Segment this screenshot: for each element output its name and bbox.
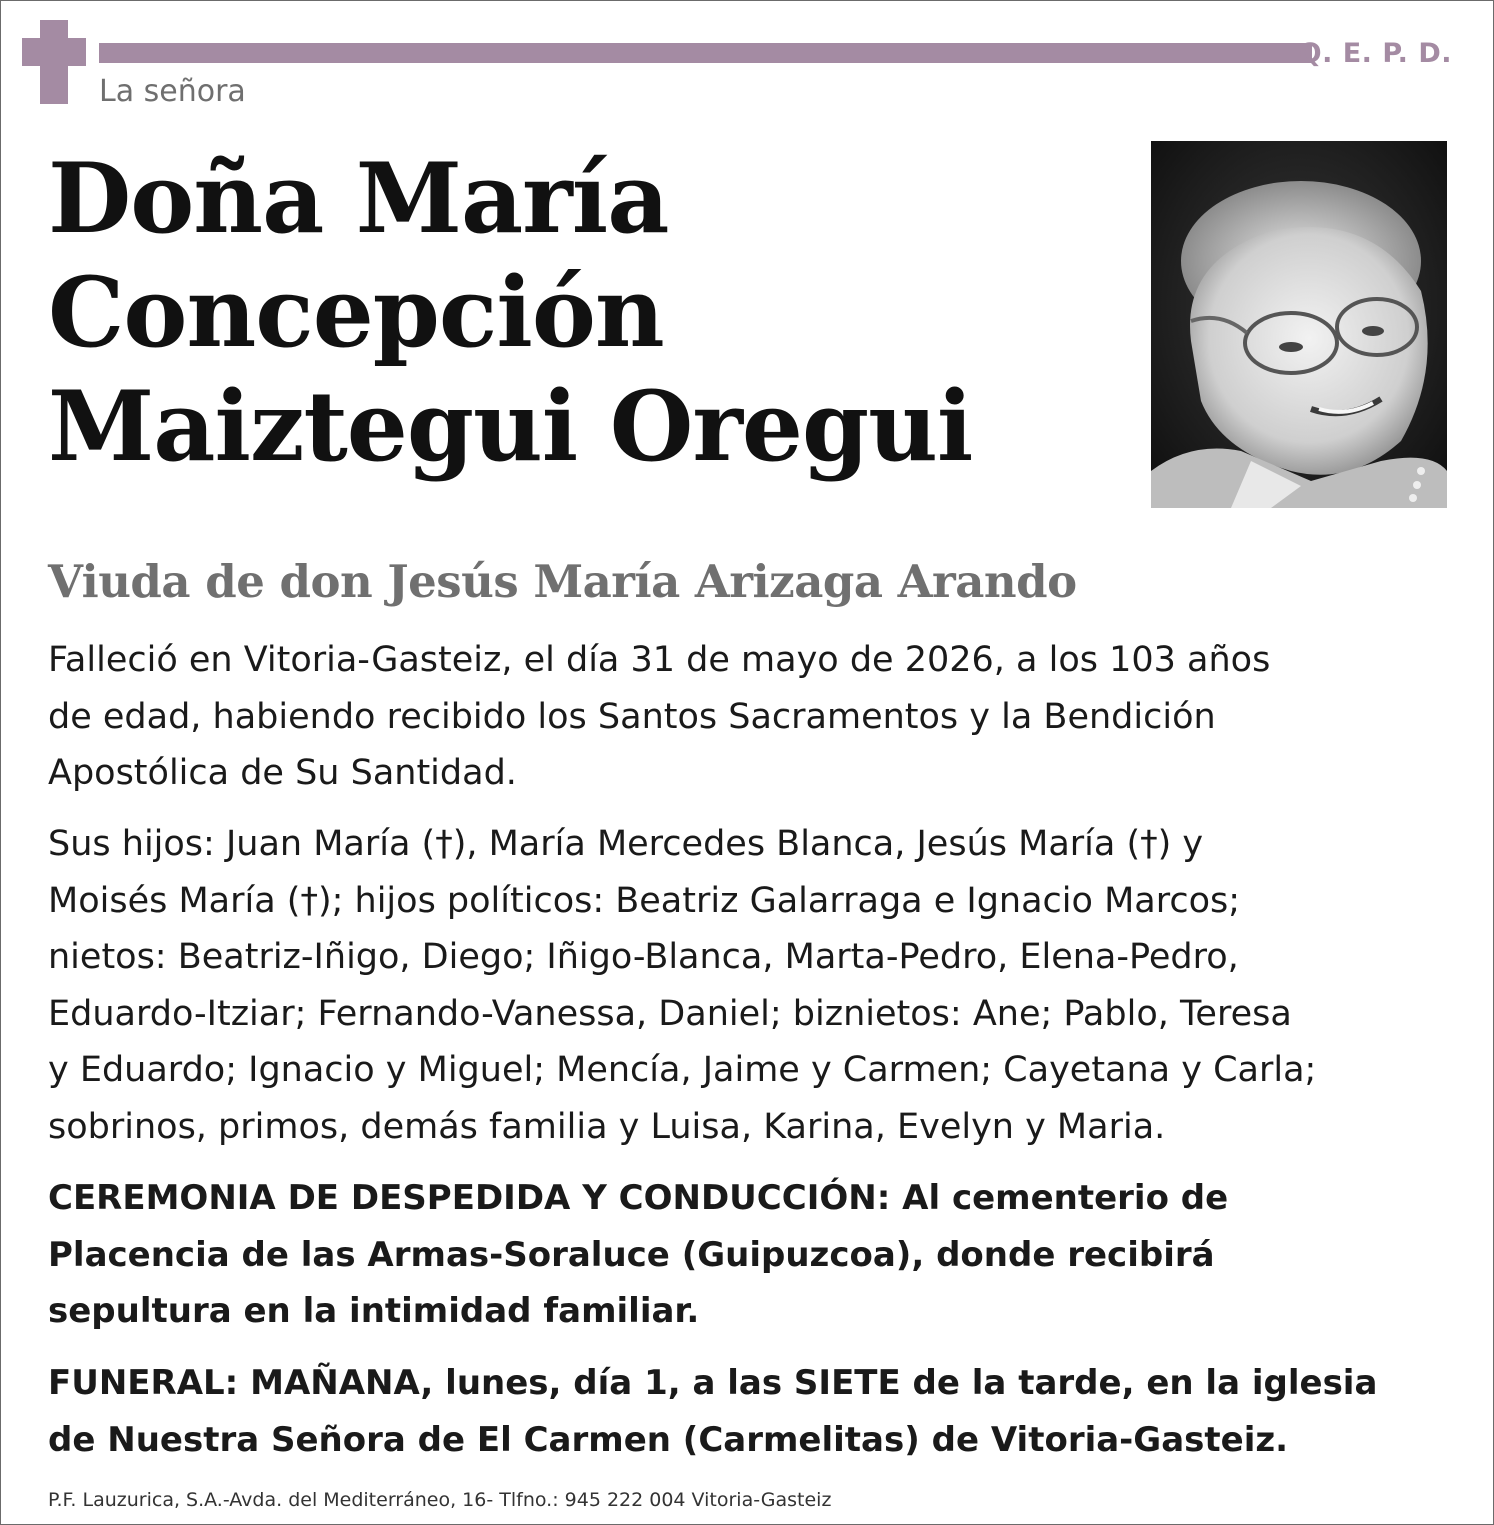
cross-icon-bar <box>22 38 86 66</box>
text-line: Eduardo-Itziar; Fernando-Vanessa, Daniel; biznietos: Ane; Pablo, Teresa <box>48 993 1292 1034</box>
text-line: Moisés María (†); hijos políticos: Beatriz Galarraga e Ignacio Marcos; <box>48 880 1241 921</box>
name-line: Concepción <box>48 256 664 369</box>
text-line: Falleció en Vitoria-Gasteiz, el día 31 de mayo de 2026, a los 103 años <box>48 640 1271 680</box>
death-paragraph <box>48 632 1448 802</box>
text-line: Placencia de las Armas-Soraluce (Guipuzcoa), donde recibirá <box>48 1234 1215 1275</box>
text-line: sepultura en la intimidad familiar. <box>48 1291 700 1331</box>
text-line: sobrinos, primos, demás familia y Luisa, Karina, Evelyn y Maria. <box>48 1106 1166 1147</box>
header-rule <box>99 43 1312 63</box>
funeral-home-footer: P.F. Lauzurica, S.A.-Avda. del Mediterráneo, 16- Tlfno.: 945 222 004 Vitoria-Gasteiz <box>48 1489 832 1511</box>
name-line: Maiztegui Oregui <box>48 370 973 483</box>
qepd-label: Q. E. P. D. <box>1298 38 1452 69</box>
family-paragraph <box>48 816 1448 1155</box>
text-line: Sus hijos: Juan María (†), María Mercedes Blanca, Jesús María (†) y <box>48 824 1204 864</box>
ceremony-paragraph <box>48 1170 1448 1340</box>
text-line: FUNERAL: MAÑANA, lunes, día 1, a las SIETE de la tarde, en la iglesia <box>48 1363 1378 1403</box>
text-line: de edad, habiendo recibido los Santos Sacramentos y la Bendición <box>48 696 1216 737</box>
text-line: de Nuestra Señora de El Carmen (Carmelitas) de Vitoria-Gasteiz. <box>48 1419 1289 1460</box>
portrait-photo <box>1151 141 1447 508</box>
text-line: CEREMONIA DE DESPEDIDA Y CONDUCCIÓN: Al cementerio de <box>48 1178 1229 1218</box>
portrait-image <box>1151 141 1447 508</box>
widow-subtitle: Viuda de don Jesús María Arizaga Arando <box>48 555 1077 608</box>
intro-label: La señora <box>99 74 246 109</box>
text-line: y Eduardo; Ignacio y Miguel; Mencía, Jaime y Carmen; Cayetana y Carla; <box>48 1050 1317 1090</box>
text-line: nietos: Beatriz-Iñigo, Diego; Iñigo-Blanca, Marta-Pedro, Elena-Pedro, <box>48 937 1239 977</box>
name-line: Doña María <box>48 142 669 255</box>
deceased-name <box>48 142 1128 484</box>
text-line: Apostólica de Su Santidad. <box>48 753 517 793</box>
funeral-paragraph <box>48 1355 1448 1468</box>
